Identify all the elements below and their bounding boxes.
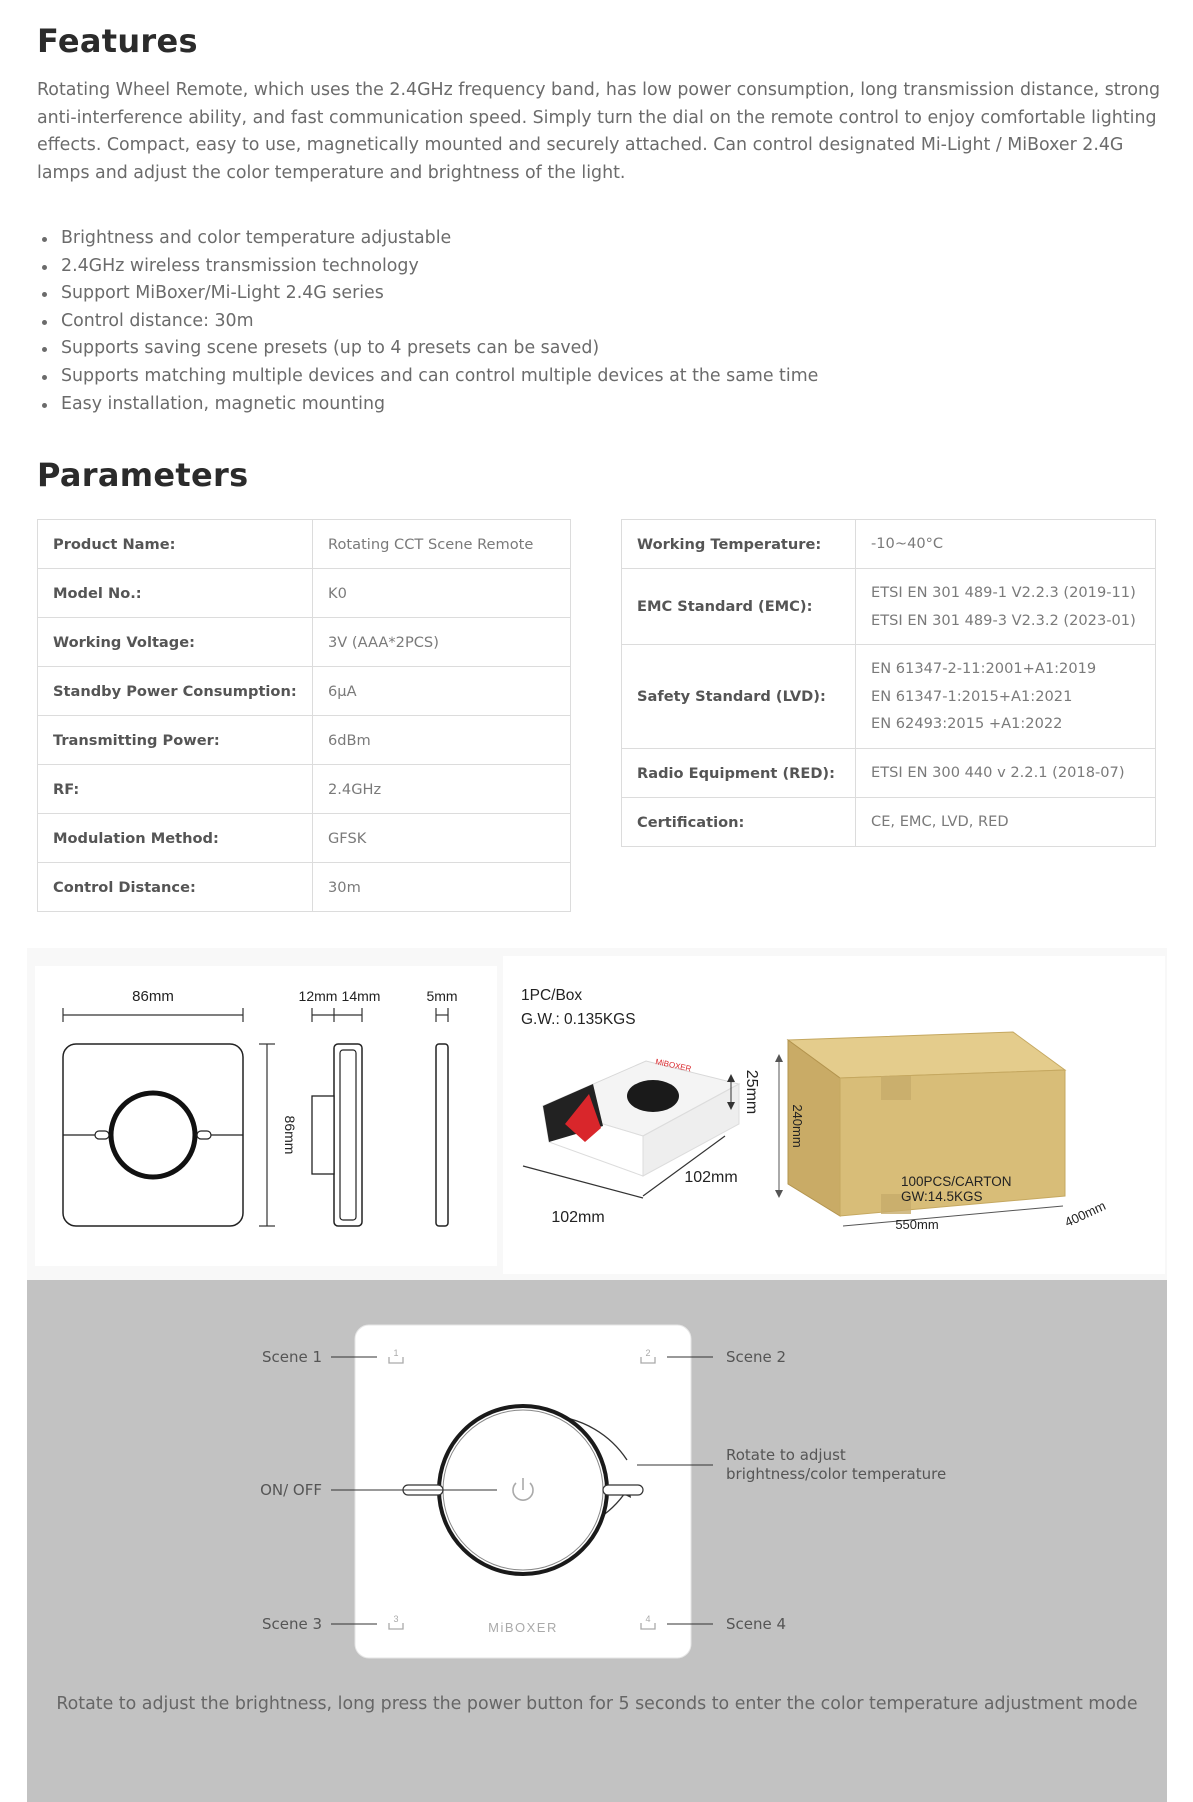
list-item: Support MiBoxer/Mi-Light 2.4G series <box>37 280 818 308</box>
features-intro: Rotating Wheel Remote, which uses the 2.4GHz frequency band, has low power consumption, long transmission distance, strong anti-interference ability, and fast communication speed. Simply turn the dial on the remote control to enjoy comfortable lighting effects. Compact, easy to use, magnetically mounted and securely attached. Can control designated Mi-Light / MiBoxer 2.4G lamps and adjust the color temperature and brightness of the light. <box>37 80 1161 183</box>
param-value: 30m <box>313 863 571 912</box>
parameters-table-right <box>621 519 1156 847</box>
param-label: Model No.: <box>38 569 313 618</box>
table-row <box>38 765 571 814</box>
param-label: Working Voltage: <box>38 618 313 667</box>
param-value: K0 <box>313 569 571 618</box>
table-row <box>622 798 1156 847</box>
param-label: Product Name: <box>38 520 313 569</box>
box-len2-label: 102mm <box>684 1169 738 1186</box>
carton-length-label: 550mm <box>895 1217 939 1232</box>
param-value <box>856 645 1156 749</box>
param-value: Rotating CCT Scene Remote <box>313 520 571 569</box>
list-item: Supports saving scene presets (up to 4 presets can be saved) <box>37 335 818 363</box>
param-value <box>856 798 1156 847</box>
onoff-label: ON/ OFF <box>260 1481 322 1499</box>
feature-list <box>37 225 818 418</box>
param-value-line: ETSI EN 300 440 v 2.2.1 (2018-07) <box>871 764 1125 782</box>
param-label: Transmitting Power: <box>38 716 313 765</box>
param-label: Certification: <box>622 798 856 847</box>
list-item: Supports matching multiple devices and can control multiple devices at the same time <box>37 363 818 391</box>
param-label: Radio Equipment (RED): <box>622 749 856 798</box>
scene-1-label: Scene 1 <box>261 1348 322 1366</box>
parameters-title: Parameters <box>37 456 249 494</box>
list-item: 2.4GHz wireless transmission technology <box>37 253 818 281</box>
scene-3-label: Scene 3 <box>261 1615 322 1633</box>
param-label: Safety Standard (LVD): <box>622 645 856 749</box>
table-row <box>38 520 571 569</box>
list-item: Brightness and color temperature adjustable <box>37 225 818 253</box>
param-value <box>856 749 1156 798</box>
param-value: GFSK <box>313 814 571 863</box>
table-row <box>38 667 571 716</box>
param-value: 6μA <box>313 667 571 716</box>
width-label: 86mm <box>132 988 174 1005</box>
param-value <box>856 520 1156 569</box>
param-label: Working Temperature: <box>622 520 856 569</box>
remote-dimension-drawing <box>35 966 497 1266</box>
list-item: Easy installation, magnetic mounting <box>37 391 818 419</box>
carton-width-label: 400mm <box>1062 1197 1108 1230</box>
param-value-line: CE, EMC, LVD, RED <box>871 813 1009 831</box>
parameters-table-left <box>37 519 571 912</box>
rotate-label-line2: brightness/color temperature <box>726 1465 947 1483</box>
side-b-label: 14mm <box>341 988 381 1004</box>
thin-label: 5mm <box>426 988 458 1004</box>
param-value: 3V (AAA*2PCS) <box>313 618 571 667</box>
key-number: 2 <box>645 1348 651 1358</box>
param-value-line: -10~40°C <box>871 535 944 553</box>
param-value: 2.4GHz <box>313 765 571 814</box>
table-row <box>38 716 571 765</box>
key-number: 4 <box>645 1614 651 1624</box>
param-label: Modulation Method: <box>38 814 313 863</box>
side-a-label: 12mm <box>298 988 338 1004</box>
param-value: 6dBm <box>313 716 571 765</box>
table-row <box>38 569 571 618</box>
param-value-line: EN 62493:2015 +A1:2022 <box>871 715 1063 733</box>
height-label: 86mm <box>282 1115 298 1155</box>
list-item: Control distance: 30m <box>37 308 818 336</box>
table-row <box>622 520 1156 569</box>
carton-qty-label: 100PCS/CARTON <box>901 1174 1012 1189</box>
param-value-line: EN 61347-2-11:2001+A1:2019 <box>871 660 1097 678</box>
table-row <box>622 749 1156 798</box>
usage-note: Rotate to adjust the brightness, long press the power button for 5 seconds to enter the color temperature adjustment mode <box>56 1694 1138 1714</box>
dimension-diagrams <box>27 948 1167 1280</box>
table-row <box>622 569 1156 645</box>
remote-dimensions-panel <box>35 966 497 1266</box>
packaging-panel <box>503 956 1165 1274</box>
param-value-line: ETSI EN 301 489-3 V2.3.2 (2023-01) <box>871 611 1136 629</box>
param-label: RF: <box>38 765 313 814</box>
scene-4-label: Scene 4 <box>726 1615 787 1633</box>
param-label: EMC Standard (EMC): <box>622 569 856 645</box>
key-number: 3 <box>393 1614 399 1624</box>
table-row <box>38 814 571 863</box>
param-value-line: ETSI EN 301 489-1 V2.2.3 (2019-11) <box>871 584 1136 601</box>
table-row <box>622 645 1156 749</box>
box-brand-label: MiBOXER <box>654 1057 693 1074</box>
param-label: Standby Power Consumption: <box>38 667 313 716</box>
scene-2-label: Scene 2 <box>726 1348 787 1366</box>
param-value <box>856 569 1156 645</box>
param-value-line: EN 61347-1:2015+A1:2021 <box>871 687 1073 705</box>
carton-height-label: 240mm <box>790 1104 805 1148</box>
usage-diagram <box>27 1280 1167 1802</box>
table-row <box>38 618 571 667</box>
rotate-label-line1: Rotate to adjust <box>726 1446 846 1464</box>
packaging-drawing <box>503 956 1165 1274</box>
box-gw-label: G.W.: 0.135KGS <box>521 1011 636 1028</box>
param-label: Control Distance: <box>38 863 313 912</box>
usage-drawing <box>27 1280 1167 1680</box>
box-len1-label: 102mm <box>551 1209 605 1226</box>
brand-logo: MiBOXER <box>488 1620 558 1635</box>
table-row <box>38 863 571 912</box>
box-qty-label: 1PC/Box <box>521 987 583 1004</box>
features-title: Features <box>37 22 198 60</box>
carton-gw-label: GW:14.5KGS <box>901 1189 983 1204</box>
key-number: 1 <box>393 1348 399 1358</box>
box-depth-label: 25mm <box>743 1069 760 1115</box>
